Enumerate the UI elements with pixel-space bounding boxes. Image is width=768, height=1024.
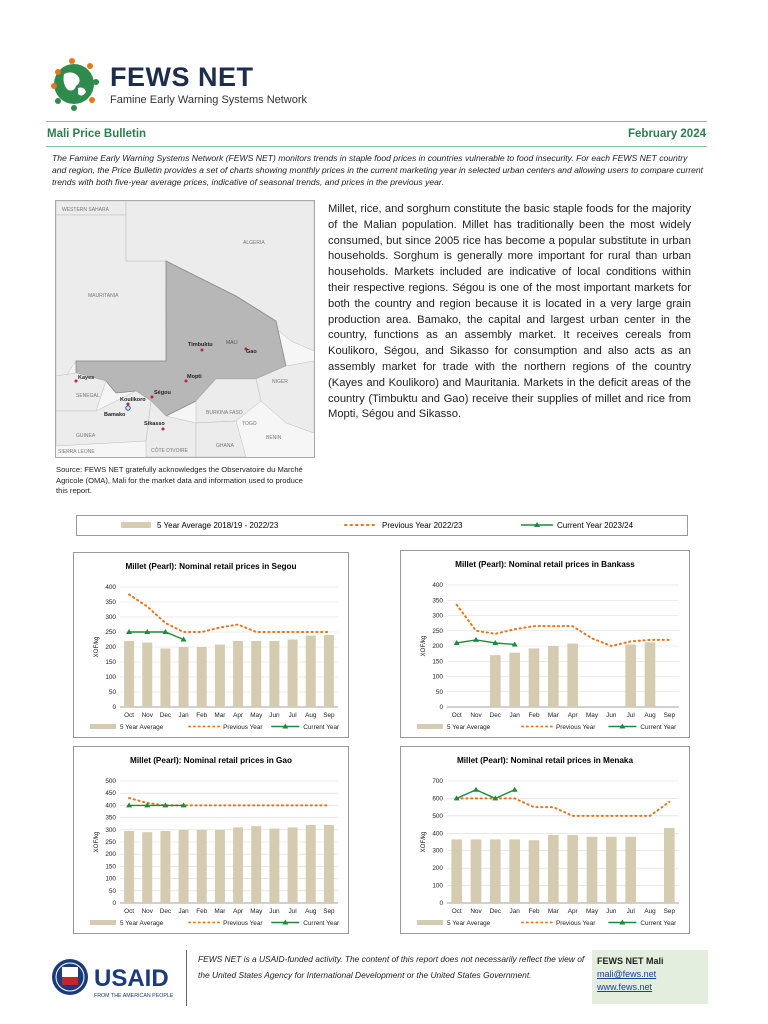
x-tick-label: Nov <box>141 712 153 719</box>
x-tick-label: Feb <box>196 712 208 719</box>
x-tick-label: Dec <box>489 712 502 719</box>
bulletin-title: Mali Price Bulletin <box>47 128 147 140</box>
mini-legend-avg-label: 5 Year Average <box>120 920 164 927</box>
usaid-tagline: FROM THE AMERICAN PEOPLE <box>94 993 174 999</box>
line-current-year <box>457 790 515 799</box>
market-map <box>55 200 315 458</box>
bar-5yr-avg <box>529 648 540 707</box>
header-rule <box>46 121 707 122</box>
map-label-western-sahara: WESTERN SAHARA <box>62 207 109 213</box>
x-tick-label: May <box>250 908 263 915</box>
y-tick-label: 250 <box>432 627 443 635</box>
y-tick-label: 400 <box>105 802 116 810</box>
line-previous-year <box>129 798 329 805</box>
y-tick-label: 400 <box>432 830 443 838</box>
y-tick-label: 500 <box>105 778 116 785</box>
y-tick-label: 700 <box>432 778 443 785</box>
x-tick-label: Sep <box>323 712 335 719</box>
map-label-cote-divoire: CÔTE D'IVOIRE <box>151 448 188 454</box>
bar-5yr-avg <box>645 642 656 707</box>
x-tick-label: Jan <box>509 908 520 915</box>
map-label-togo: TOGO <box>242 421 257 427</box>
bar-5yr-avg <box>179 830 189 903</box>
map-label-burkina-faso: BURKINA FASO <box>206 410 243 416</box>
y-tick-label: 400 <box>432 582 443 589</box>
x-tick-label: Jul <box>288 908 297 915</box>
x-tick-label: Mar <box>547 712 559 719</box>
x-tick-label: Sep <box>323 908 335 915</box>
y-tick-label: 350 <box>105 814 116 822</box>
x-tick-label: Jan <box>178 712 189 719</box>
y-tick-label: 100 <box>432 882 443 890</box>
x-tick-label: May <box>585 908 599 915</box>
y-tick-label: 50 <box>435 688 443 696</box>
usaid-logo <box>50 953 180 1003</box>
x-tick-label: Aug <box>644 712 656 719</box>
bar-5yr-avg <box>197 830 207 903</box>
bar-5yr-avg <box>490 839 501 903</box>
mini-legend-avg-swatch <box>417 724 443 729</box>
chart-legend <box>76 515 688 536</box>
y-tick-label: 400 <box>105 584 116 591</box>
mini-legend-curr-label: Current Year <box>640 920 677 927</box>
y-tick-label: 150 <box>105 863 116 871</box>
legend-avg-swatch <box>121 522 151 528</box>
map-market-segou: Ségou <box>154 390 171 396</box>
x-tick-label: Nov <box>470 712 482 719</box>
y-tick-label: 50 <box>108 689 116 696</box>
x-tick-label: May <box>250 712 263 719</box>
y-tick-label: 200 <box>432 865 443 873</box>
bar-5yr-avg <box>251 826 261 903</box>
usaid-wordmark: USAID <box>94 965 169 992</box>
legend-avg-label: 5 Year Average 2018/19 - 2022/23 <box>157 521 279 530</box>
bar-5yr-avg <box>625 644 636 707</box>
map-source: Source: FEWS NET gratefully acknowledges the Observatoire du Marché Agricole (OMA), Mali for the market data and information used to produce this report. <box>56 465 303 495</box>
bar-5yr-avg <box>288 640 298 708</box>
x-tick-label: Aug <box>644 908 656 915</box>
x-tick-label: Jun <box>269 712 280 719</box>
x-tick-label: Dec <box>159 712 172 719</box>
bar-5yr-avg <box>625 837 636 903</box>
y-tick-label: 0 <box>112 900 116 907</box>
y-tick-label: 200 <box>432 643 443 650</box>
y-tick-label: 250 <box>105 839 116 846</box>
x-tick-label: Nov <box>141 908 153 915</box>
bar-5yr-avg <box>664 828 675 903</box>
bar-5yr-avg <box>451 839 462 903</box>
x-tick-label: Mar <box>547 908 559 915</box>
contact-box <box>592 950 708 1004</box>
chart-bankass <box>400 550 690 738</box>
bar-5yr-avg <box>306 825 316 903</box>
line-previous-year <box>457 605 670 646</box>
brand-subtitle: Famine Early Warning Systems Network <box>110 94 308 106</box>
y-axis-label: XOF/kg <box>93 831 100 853</box>
y-tick-label: 0 <box>112 704 116 711</box>
x-tick-label: Feb <box>528 712 540 719</box>
bar-5yr-avg <box>490 655 501 707</box>
mini-legend-prev-label: Previous Year <box>555 724 596 731</box>
mini-legend-prev-label: Previous Year <box>555 920 596 927</box>
x-tick-label: Jun <box>606 712 617 719</box>
title-rule <box>46 146 707 147</box>
map-label-mauritania: MAURITANIA <box>88 293 119 299</box>
map-label-senegal: SENEGAL <box>76 393 100 399</box>
map-label-algeria: ALGERIA <box>243 240 265 246</box>
y-tick-label: 250 <box>105 629 116 636</box>
x-tick-label: Dec <box>489 908 502 915</box>
bar-5yr-avg <box>124 831 134 903</box>
bar-5yr-avg <box>160 831 170 903</box>
mini-legend-avg-label: 5 Year Average <box>447 724 491 731</box>
bar-5yr-avg <box>324 825 334 903</box>
chart-title: Millet (Pearl): Nominal retail prices in Segou <box>125 562 297 571</box>
bar-5yr-avg <box>215 830 225 903</box>
chart-title: Millet (Pearl): Nominal retail prices in Menaka <box>456 756 634 765</box>
point-current-year <box>473 787 479 792</box>
bar-5yr-avg <box>529 840 540 903</box>
contact-website-link[interactable]: www.fews.net <box>597 982 653 992</box>
chart-title: Millet (Pearl): Nominal retail prices in Gao <box>130 756 292 765</box>
x-tick-label: Jun <box>606 908 617 915</box>
map-market-timbuktu: Timbuktu <box>188 342 213 348</box>
bar-5yr-avg <box>269 829 279 903</box>
x-tick-label: Feb <box>528 908 540 915</box>
bar-5yr-avg <box>567 835 578 903</box>
y-tick-label: 100 <box>105 875 116 883</box>
y-tick-label: 300 <box>105 826 116 834</box>
body-paragraph: Millet, rice, and sorghum constitute the basic staple foods for the majority of the Malian population. Millet has traditionally been the most widely consumed, but since 2005 rice has become a popular substitute in urban households. Sorghum is generally more important for rural than urban households. Markets included are indicative of local conditions within their respective regions. Ségou is one of the most important markets for both the country and region because it is located in a very large grain production area. Bamako, the capital and largest urban center in the country, functions as an assembly market. It receives cereals from Koulikoro, Ségou, and Sikasso for consumption and also acts as an assembly market for trade with the northern regions of the country (Kayes and Koulikoro) and Mauritania. Markets in the deficit areas of the country (Timbuktu and Gao) receive their supplies of millet and rice from Mopti, Ségou and Sikasso. <box>328 203 691 421</box>
legend-prev-label: Previous Year 2022/23 <box>382 521 463 530</box>
mini-legend-curr-label: Current Year <box>303 724 340 731</box>
x-tick-label: Jan <box>509 712 520 719</box>
y-tick-label: 500 <box>432 812 443 820</box>
bar-5yr-avg <box>124 641 134 707</box>
y-tick-label: 150 <box>105 659 116 666</box>
x-tick-label: Sep <box>663 712 676 719</box>
bar-5yr-avg <box>548 835 559 903</box>
x-tick-label: Jul <box>626 908 635 915</box>
bar-5yr-avg <box>233 641 243 707</box>
bar-5yr-avg <box>269 641 279 707</box>
point-current-year <box>512 787 518 792</box>
map-market-mopti: Mopti <box>187 374 202 380</box>
y-tick-label: 600 <box>432 795 443 803</box>
line-current-year <box>457 640 515 645</box>
mini-legend-avg-label: 5 Year Average <box>447 920 491 927</box>
mini-legend-avg-swatch <box>90 920 116 925</box>
x-tick-label: Apr <box>233 908 244 915</box>
x-tick-label: Dec <box>159 908 172 915</box>
y-tick-label: 100 <box>432 673 443 681</box>
chart-gao <box>73 746 349 934</box>
bar-5yr-avg <box>471 839 482 903</box>
y-tick-label: 300 <box>432 612 443 620</box>
footer-disclaimer: FEWS NET is a USAID-funded activity. The content of this report does not necessarily reflect the view of the United States Agency for International Development or the United States Government. <box>198 954 585 980</box>
bar-5yr-avg <box>142 643 152 708</box>
x-tick-label: Jul <box>626 712 635 719</box>
map-market-gao: Gao <box>246 349 257 355</box>
bar-5yr-avg <box>606 837 617 903</box>
y-tick-label: 300 <box>105 614 116 621</box>
bar-5yr-avg <box>587 837 598 903</box>
map-label-mali: MALI <box>226 340 238 346</box>
mini-legend-prev-label: Previous Year <box>223 724 263 731</box>
x-tick-label: Jan <box>178 908 189 915</box>
x-tick-label: Apr <box>567 908 578 915</box>
mini-legend-prev-label: Previous Year <box>223 920 263 927</box>
map-label-ghana: GHANA <box>216 443 234 449</box>
fews-logo-icon <box>44 56 104 112</box>
mini-legend-curr-label: Current Year <box>303 920 340 927</box>
bar-5yr-avg <box>324 635 334 707</box>
map-label-niger: NIGER <box>272 379 288 385</box>
y-tick-label: 0 <box>439 900 443 907</box>
map-market-bamako: Bamako <box>104 412 126 418</box>
bar-5yr-avg <box>179 647 189 707</box>
bar-5yr-avg <box>509 653 520 707</box>
map-label-guinea: GUINEA <box>76 433 96 439</box>
x-tick-label: Apr <box>233 712 244 719</box>
y-tick-label: 0 <box>439 704 443 711</box>
map-label-sierra-leone: SIERRA LEONE <box>58 449 95 455</box>
line-previous-year <box>129 595 329 633</box>
y-tick-label: 350 <box>432 597 443 605</box>
y-tick-label: 50 <box>108 887 116 895</box>
x-tick-label: Mar <box>214 908 226 915</box>
map-market-koulikoro: Koulikoro <box>120 397 146 403</box>
x-tick-label: Mar <box>214 712 226 719</box>
y-tick-label: 100 <box>105 674 116 681</box>
y-tick-label: 300 <box>432 847 443 855</box>
line-previous-year <box>457 798 670 815</box>
mini-legend-curr-label: Current Year <box>640 724 677 731</box>
y-tick-label: 200 <box>105 644 116 651</box>
x-tick-label: Aug <box>305 908 317 915</box>
bar-5yr-avg <box>233 827 243 903</box>
bar-5yr-avg <box>160 649 170 708</box>
x-tick-label: Oct <box>124 908 135 915</box>
chart-segou <box>73 552 349 738</box>
bar-5yr-avg <box>509 839 520 903</box>
x-tick-label: Jul <box>288 712 297 719</box>
map-market-sikasso: Sikasso <box>144 421 165 427</box>
x-tick-label: Jun <box>269 908 280 915</box>
x-tick-label: May <box>585 712 599 719</box>
x-tick-label: Feb <box>196 908 208 915</box>
bar-5yr-avg <box>288 827 298 903</box>
chart-title: Millet (Pearl): Nominal retail prices in Bankass <box>455 560 635 569</box>
y-axis-label: XOF/kg <box>420 635 427 657</box>
y-tick-label: 350 <box>105 599 116 606</box>
x-tick-label: Aug <box>305 712 317 719</box>
y-axis-label: XOF/kg <box>93 636 100 658</box>
bulletin-date: February 2024 <box>628 128 706 140</box>
bar-5yr-avg <box>197 647 207 707</box>
map-label-benin: BENIN <box>266 435 282 441</box>
bar-5yr-avg <box>567 644 578 707</box>
line-current-year <box>129 632 184 640</box>
x-tick-label: Apr <box>567 712 578 719</box>
y-tick-label: 200 <box>105 851 116 859</box>
bar-5yr-avg <box>548 646 559 707</box>
legend-curr-label: Current Year 2023/24 <box>557 521 634 530</box>
bar-5yr-avg <box>251 641 261 707</box>
y-tick-label: 150 <box>432 658 443 666</box>
bar-5yr-avg <box>306 636 316 707</box>
map-market-kayes: Kayes <box>78 375 95 381</box>
x-tick-label: Oct <box>124 712 135 719</box>
contact-title: FEWS NET Mali <box>597 956 664 966</box>
mini-legend-avg-swatch <box>417 920 443 925</box>
y-tick-label: 450 <box>105 790 116 798</box>
y-axis-label: XOF/kg <box>420 831 427 853</box>
mini-legend-avg-swatch <box>90 724 116 729</box>
contact-email-link[interactable]: mali@fews.net <box>597 969 657 979</box>
brand-name: FEWS NET <box>110 62 254 92</box>
footer-divider <box>186 950 187 1006</box>
x-tick-label: Oct <box>451 712 462 719</box>
mini-legend-avg-label: 5 Year Average <box>120 724 164 731</box>
point-current-year <box>473 637 479 642</box>
x-tick-label: Oct <box>451 908 462 915</box>
chart-menaka <box>400 746 690 934</box>
bar-5yr-avg <box>215 645 225 707</box>
bar-5yr-avg <box>142 832 152 903</box>
x-tick-label: Sep <box>663 908 676 915</box>
intro-paragraph: The Famine Early Warning Systems Network (FEWS NET) monitors trends in staple food prices in countries vulnerable to food insecurity. For each FEWS NET country and region, the Price Bulletin provides a set of charts showing monthly prices in the current marketing year in selected urban centers and allowing users to compare current trends with both five-year average prices, indicative of seasonal trends, and prices in the previous year. <box>52 153 704 187</box>
x-tick-label: Nov <box>470 908 482 915</box>
